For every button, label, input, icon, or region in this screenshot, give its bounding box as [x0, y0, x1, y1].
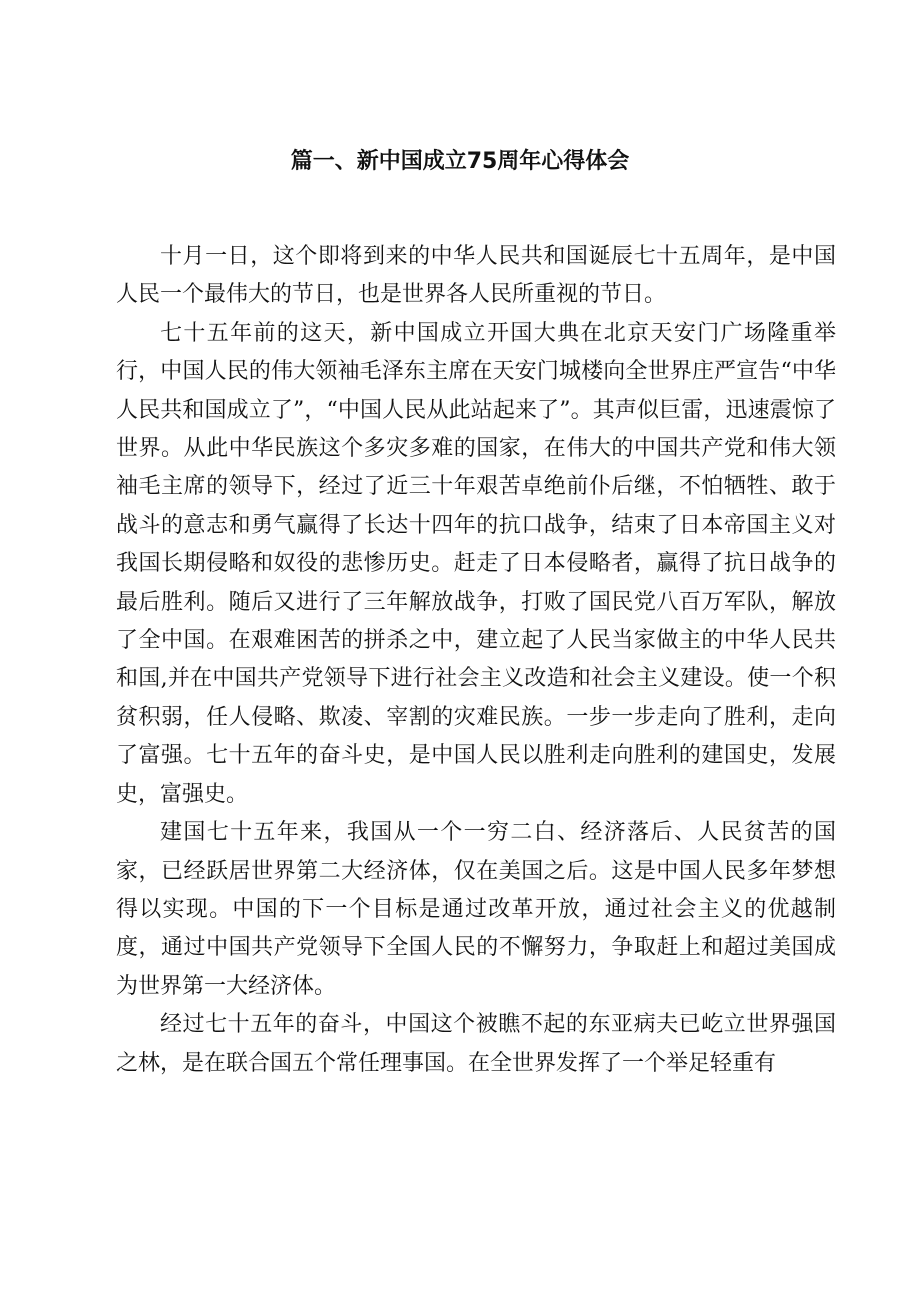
paragraph-2: 七十五年前的这天，新中国成立开国大典在北京天安门广场隆重举行，中国人民的伟大领袖毛泽东主席在天安门城楼向全世界庄严宣告“中华人民共和国成立了”，“中国人民从此站起来了”。其声似巨雷，迅速震惊了世界。从此中华民族这个多灾多难的国家，在伟大的中国共产党和伟大领袖毛主席的领导下，经过了近三十年艰苦卓绝前仆后继，不怕牺牲、敢于战斗的意志和勇气赢得了长达十四年的抗口战争，结束了日本帝国主义对我国长期侵略和奴役的悲惨历史。赶走了日本侵略者，赢得了抗日战争的最后胜利。随后又进行了三年解放战争，打败了国民党八百万军队，解放了全中国。在艰难困苦的拼杀之中，建立起了人民当家做主的中华人民共和国,并在中国共产党领导下进行社会主义改造和社会主义建设。使一个积贫积弱，任人侵略、欺凌、宰割的灾难民族。一步一步走向了胜利，走向了富强。七十五年的奋斗史，是中国人民以胜利走向胜利的建国史，发展史，富强史。: [116, 320, 836, 807]
paragraph-1: 十月一日，这个即将到来的中华人民共和国诞辰七十五周年，是中国人民一个最伟大的节日，也是世界各人民所重视的节日。: [116, 244, 836, 308]
document-title: 篇一、新中国成立75周年心得体会: [290, 149, 630, 174]
paragraph-3: 建国七十五年来，我国从一个一穷二白、经济落后、人民贫苦的国家，已经跃居世界第二大经济体，仅在美国之后。这是中国人民多年梦想得以实现。中国的下一个目标是通过改革开放，通过社会主义的优越制度，通过中国共产党领导下全国人民的不懈努力，争取赶上和超过美国成为世界第一大经济体。: [116, 820, 836, 999]
document-body: [116, 238, 836, 1083]
paragraph-4: 经过七十五年的奋斗，中国这个被瞧不起的东亚病夫已屹立世界强国之林，是在联合国五个常任理事国。在全世界发挥了一个举足轻重有: [116, 1012, 836, 1076]
